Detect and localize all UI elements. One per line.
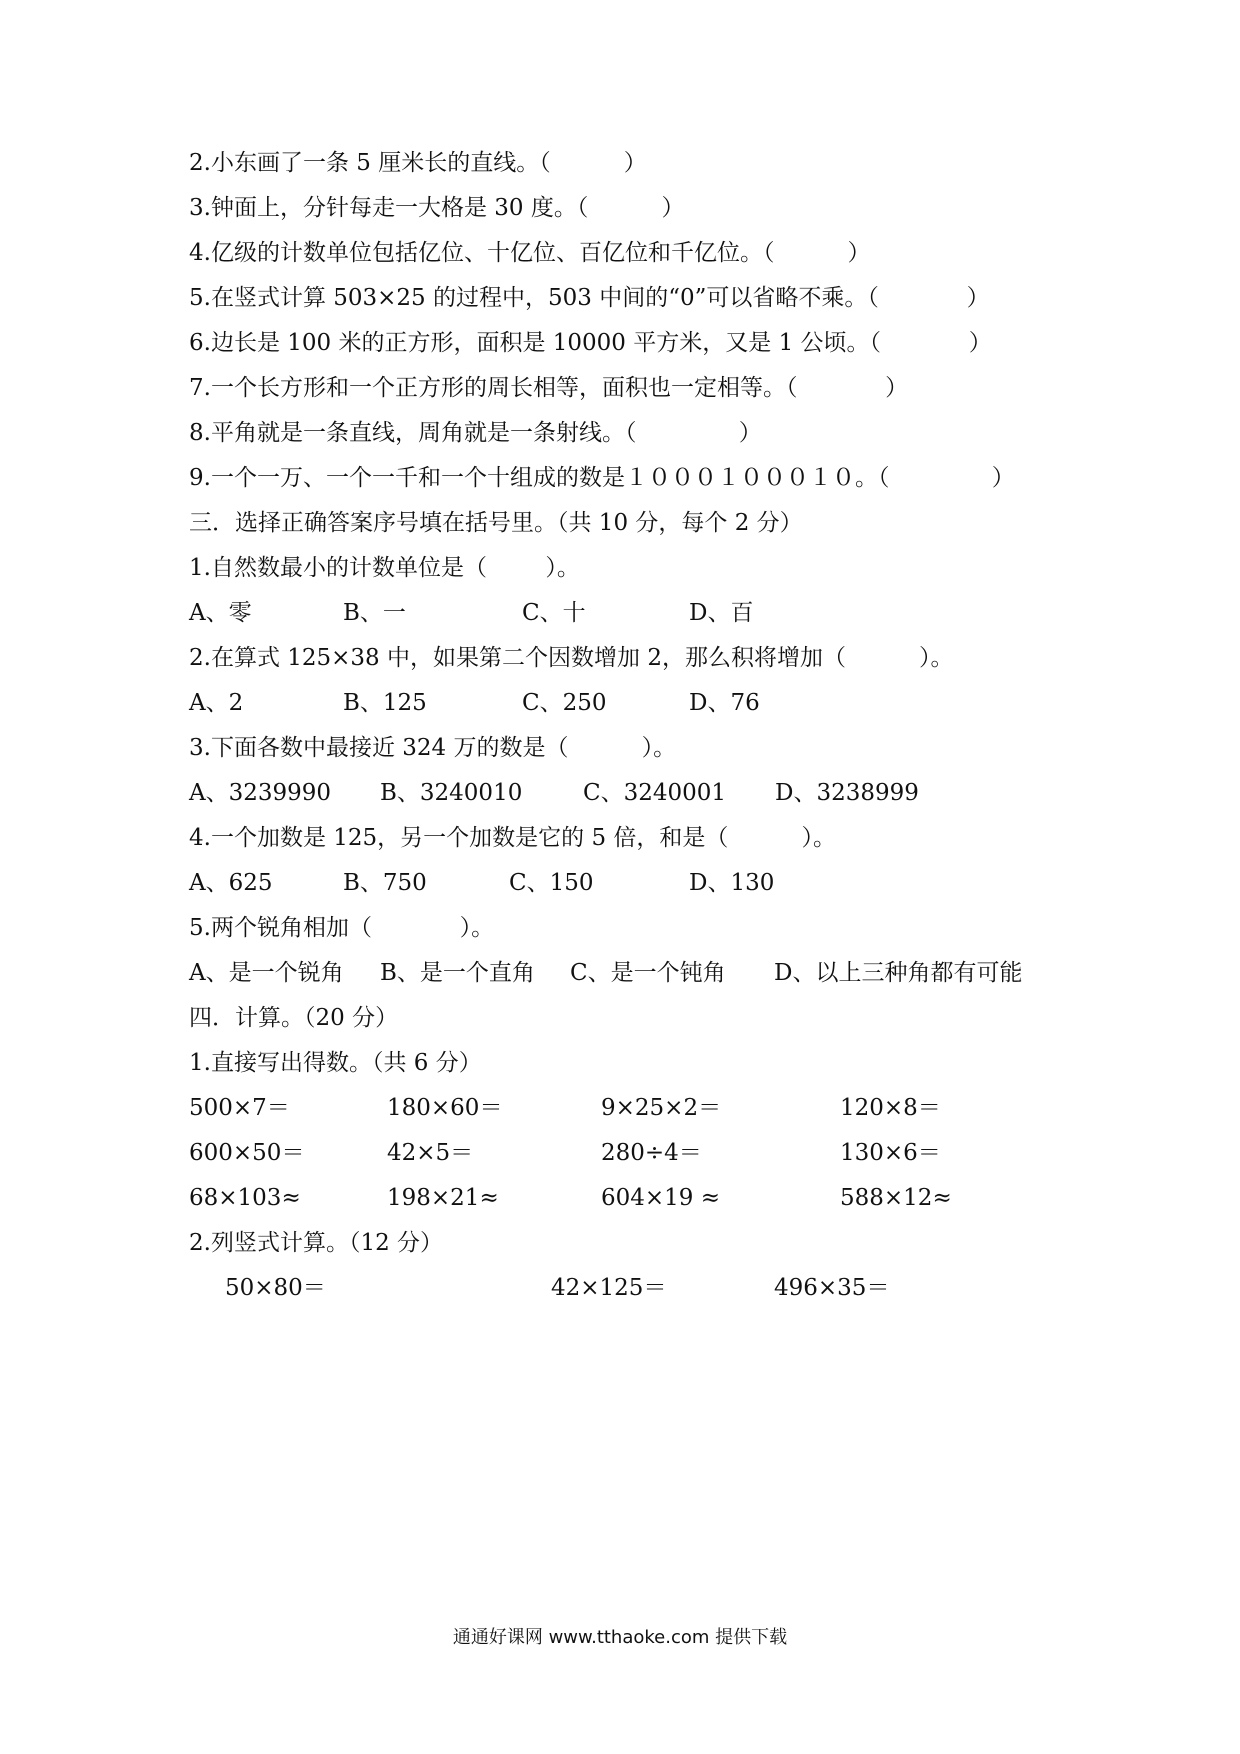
calc-item: 68×103≈ [189,1185,301,1211]
choice-options-4 [189,865,775,901]
footer-source: 通通好课网 www.tthaoke.com 提供下载 [452,1627,788,1648]
calc-item: 500×7＝ [189,1095,290,1121]
judge-item-5: 5.在竖式计算 503×25 的过程中，503 中间的“0”可以省略不乘。（ ） [189,285,990,311]
choice-question-3: 3.下面各数中最接近 324 万的数是（ ）。 [189,735,677,761]
option-d: D、百 [689,600,754,626]
option-c: C、250 [522,690,607,716]
vertical-calc-item: 42×125＝ [551,1275,667,1301]
option-c: C、是一个钝角 [570,960,726,986]
option-d: D、76 [689,690,760,716]
calc-item: 130×6＝ [840,1140,941,1166]
option-a: A、3239990 [189,780,332,806]
option-c: C、十 [522,600,586,626]
option-d: D、以上三种角都有可能 [774,960,1023,986]
judge-item-8: 8.平角就是一条直线，周角就是一条射线。（ ） [189,420,762,446]
choice-question-2: 2.在算式 125×38 中，如果第二个因数增加 2，那么积将增加（ ）。 [189,645,954,671]
choice-options-3 [189,775,919,811]
option-b: B、是一个直角 [380,960,535,986]
option-a: A、零 [189,600,252,626]
choice-question-1: 1.自然数最小的计数单位是（ ）。 [189,555,580,581]
calc-item: 280÷4＝ [601,1140,702,1166]
section-4-title: 四．计算。（20 分） [189,1005,399,1031]
option-c: C、150 [509,870,594,896]
option-b: B、750 [343,870,427,896]
judge-item-7: 7.一个长方形和一个正方形的周长相等，面积也一定相等。（ ） [189,375,909,401]
option-b: B、一 [343,600,406,626]
option-a: A、是一个锐角 [189,960,344,986]
judge-item-4: 4.亿级的计数单位包括亿位、十亿位、百亿位和千亿位。（ ） [189,240,871,266]
choice-options-5 [189,955,1023,991]
judge-item-3: 3.钟面上，分针每走一大格是 30 度。（ ） [189,195,685,221]
calc-item: 604×19 ≈ [601,1185,721,1211]
calc-row-1 [189,1090,941,1126]
option-a: A、625 [189,870,273,896]
calc-item: 600×50＝ [189,1140,305,1166]
option-d: D、130 [689,870,775,896]
option-b: B、3240010 [380,780,523,806]
option-d: D、3238999 [775,780,919,806]
choice-question-4: 4.一个加数是 125，另一个加数是它的 5 倍，和是（ ）。 [189,825,837,851]
option-c: C、3240001 [583,780,727,806]
choice-options-2 [189,685,760,721]
part-1-title: 1.直接写出得数。（共 6 分） [189,1050,482,1076]
choice-question-5: 5.两个锐角相加（ ）。 [189,915,495,941]
judge-item-2: 2.小东画了一条 5 厘米长的直线。（ ） [189,150,647,176]
calc-item: 588×12≈ [840,1185,952,1211]
calc-item: 9×25×2＝ [601,1095,722,1121]
choice-options-1 [189,595,754,631]
option-a: A、2 [189,690,244,716]
judge-item-6: 6.边长是 100 米的正方形，面积是 10000 平方米，又是 1 公顷。（ ） [189,330,992,356]
part-2-title: 2.列竖式计算。（12 分） [189,1230,444,1256]
calc-item: 198×21≈ [387,1185,499,1211]
calc-item: 42×5＝ [387,1140,474,1166]
section-3-title: 三．选择正确答案序号填在括号里。（共 10 分，每个 2 分） [189,510,803,536]
vertical-calc-item: 496×35＝ [774,1275,890,1301]
calc-item: 180×60＝ [387,1095,503,1121]
calc-item: 120×8＝ [840,1095,941,1121]
vertical-calc-item: 50×80＝ [225,1275,326,1301]
option-b: B、125 [343,690,427,716]
calc-row-2 [189,1135,941,1171]
vertical-calc-row [189,1270,890,1306]
judge-item-9: 9.一个一万、一个一千和一个十组成的数是１０００１０００１０。（ ） [189,465,1015,491]
calc-row-3 [189,1180,952,1216]
